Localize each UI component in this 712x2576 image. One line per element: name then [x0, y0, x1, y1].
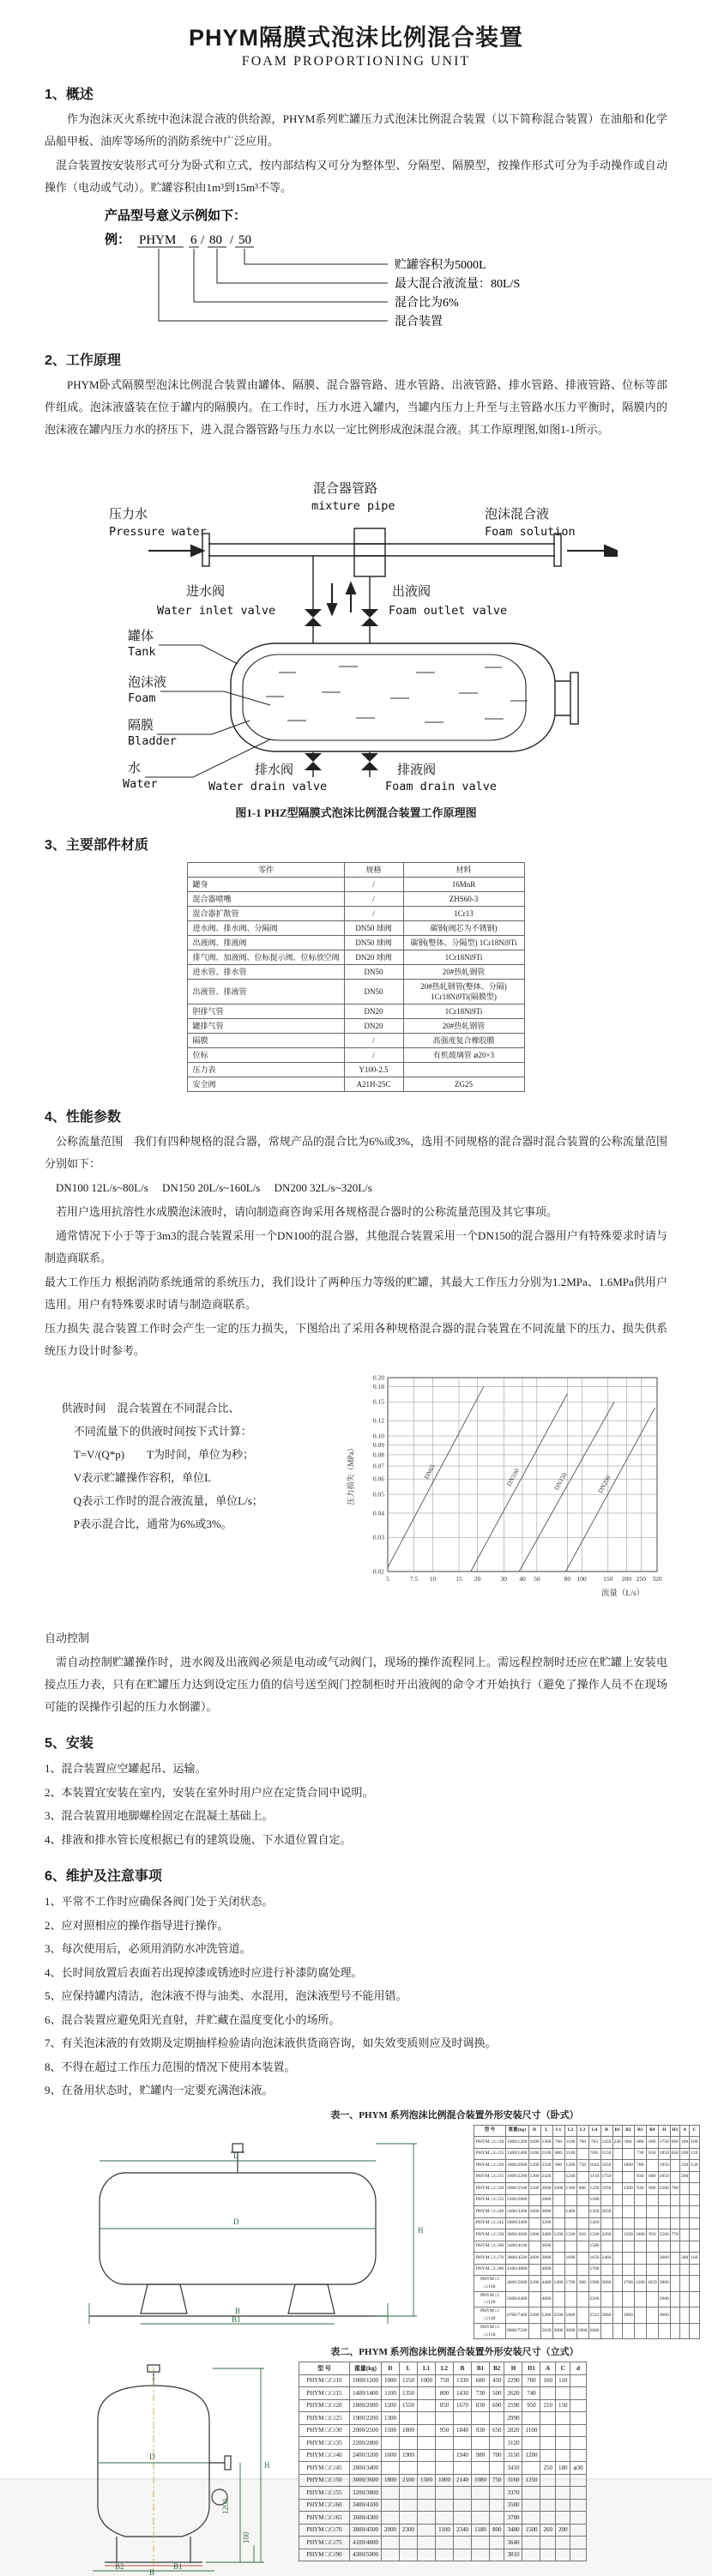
model-callout-svg: [105, 204, 619, 331]
pressure-loss-paragraph: 压力损失 混合装置工作时会产生一定的压力损失，下图给出了采用各种规格混合器的混合装置在不同流量下的压力、损失供系统压力设计时参考。: [45, 1322, 667, 1357]
table1-zone: [45, 2108, 698, 2340]
column-header: 型 号: [299, 2362, 350, 2375]
label-foam-cn: 泡沫液: [128, 676, 167, 690]
table-row: 排气阀、加液阀、位标提示阀、位标放空阀 DN20 球阀 1Cr18Ni9Ti: [188, 950, 524, 965]
page-title: PHYM隔膜式泡沫比例混合装置: [188, 25, 523, 51]
label-mixture-pipe-en: mixture pipe: [311, 499, 395, 513]
column-header: B4: [646, 2125, 658, 2137]
table-row: 进水阀、排水阀、分隔阀 DN50 球阀 碳钢(阀芯为不锈钢): [188, 921, 524, 936]
label-water-drain-en: Water drain valve: [208, 780, 328, 793]
table-row: PHYM □/□/120 5600/6400 4800 2200 2960: [474, 2291, 700, 2308]
table-row: PHYM □/□/30 2000/2500 1500 1800 950 1840 930 650 2820 1100: [299, 2424, 587, 2437]
column-header: B1: [612, 2125, 622, 2137]
column-header: 型 号: [474, 2125, 506, 2137]
chart-label: 100: [576, 1575, 587, 1583]
chart-label: 200: [621, 1575, 632, 1583]
chart-label: 0.12: [372, 1416, 384, 1425]
table-row: PHYM □/□/60 3400/4100 3600 1580: [474, 2241, 700, 2253]
table-row: 混合器喷嘴 / ZHS60-3: [188, 892, 524, 907]
chart-label: 50: [534, 1575, 540, 1583]
principle-diagram-svg: [56, 448, 656, 793]
label-pressure-water-cn: 压力水: [109, 508, 148, 522]
label-foam-outlet-en: Foam outlet valve: [389, 604, 508, 618]
label-water-drain-cn: 排水阀: [255, 763, 294, 777]
section-1-paragraph: 作为泡沫灭火系统中泡沫混合液的供给源，PHYM系列贮罐压力式泡沫比例混合装置（以下简称混合装置）在油船和化学品船甲板、油库等场所的消防系统中广泛应用。: [45, 112, 667, 148]
label-water-en: Water: [123, 777, 158, 791]
chart-label: 0.09: [372, 1440, 384, 1449]
model-code-slash: /: [201, 233, 205, 247]
column-header: B3: [634, 2125, 646, 2137]
column-header: L2: [564, 2125, 576, 2137]
supply-time-block: [45, 1367, 335, 1535]
column-header: 重量(kg): [350, 2362, 382, 2375]
table-row: PHYM □/□/20 1800/2000 1200 1550 850 1670 830 600 2590 950 210 150: [299, 2399, 587, 2412]
table-row: PHYM □/□/80 4100/4800 4000 1760: [474, 2264, 700, 2276]
column-header: A: [540, 2362, 556, 2375]
label-bladder-cn: 隔膜: [128, 719, 154, 733]
auto-control-heading: 自动控制: [45, 1632, 90, 1644]
list-item: 2、本装置宜安装在室内，安装在室外时用户应在定货合同中说明。: [45, 1785, 374, 1799]
column-header: B: [600, 2125, 612, 2137]
chart-label: 320: [652, 1575, 662, 1583]
section-4-heading: 4、性能参数: [45, 1110, 121, 1125]
mixer-selection-paragraph: 通常情况下小于等于3m3的混合装置采用一个DN100的混合器，其他混合装置采用一个DN150的混合器用户有特殊要求时请与制造商联系。: [45, 1229, 667, 1264]
column-header: 规格: [344, 863, 403, 878]
table-row: PHYM □/□/40 2400/3200 1600 3000 1400 1350 2050: [474, 2206, 700, 2218]
table-row: PHYM □/□/10 1000/1200 1000 1360 700 1100 700 763 1450 240 900 680 600 1750 600 180 100: [474, 2137, 700, 2149]
valve-symbols: [305, 609, 378, 770]
dim-label-H: H: [418, 2225, 424, 2235]
table-row: PHYM □/□/15 1400/1400 1100 1350 800 1430 730 500 2620 740: [299, 2387, 587, 2400]
chart-label: 0.07: [372, 1462, 384, 1470]
callout-device: 混合装置: [395, 316, 443, 329]
afff-note-paragraph: 若用户选用抗溶性水成膜泡沫液时，请向制造商咨询采用各规格混合器时的公称流量范围及其它事项。: [56, 1205, 558, 1218]
column-header: 材料: [403, 863, 524, 878]
table-row: PHYM □/□/150 6800/7500 5620 3000 3600 1900 2686: [474, 2323, 700, 2339]
column-header: L: [399, 2362, 417, 2375]
list-item: 8、不得在超过工作压力范围的情况下使用本装置。: [45, 2060, 296, 2073]
table-row: PHYM □/□/50 3000/3600 1800 3400 1200 1500 850 1500 2260 1500 1080 950 2560 770: [474, 2229, 700, 2241]
table-row: PHYM □/□/25 1900/2200 1300 2420 1240 1110 1750 830 680 2050 260: [474, 2171, 700, 2183]
column-header: L: [540, 2125, 552, 2137]
section-5-heading: 5、安装: [45, 1736, 94, 1751]
table-row: 罐排气管 DN20 20#热轧钢管: [188, 1019, 524, 1034]
label-water-inlet-en: Water inlet valve: [157, 604, 276, 618]
maintenance-list: [45, 1890, 667, 2102]
section-2-heading: 2、工作原理: [45, 353, 121, 368]
vertical-tank-drawing: [45, 2360, 293, 2576]
x-axis-label: 流量（L/s）: [600, 1590, 645, 1598]
label-foam-solution-cn: 泡沫混合液: [485, 508, 550, 522]
label-foam-outlet-cn: 出液阀: [392, 585, 431, 599]
table-row: PHYM □/□/35 2200/2800 3120: [299, 2437, 587, 2450]
pressure-loss-chart-svg: [341, 1367, 667, 1621]
table-row: PHYM □/□/140 6700/7400 2400 5280 2500 1800 2521 2860 1900 3060: [474, 2308, 700, 2324]
list-item: V表示贮罐操作容积，单位L: [73, 1471, 212, 1484]
table-row: PHYM □/□/45 2800/3400 3200 1420: [474, 2217, 700, 2229]
column-header: L4: [588, 2125, 600, 2137]
table-row: PHYM □/□/40 2400/3200 1600 1900 1940 980 700 3150 1200: [299, 2449, 587, 2462]
y-axis-label: 压力损失（MPa）: [347, 1444, 355, 1505]
model-code-phym: PHYM: [139, 233, 177, 247]
label-tank-en: Tank: [128, 645, 156, 659]
label-water-inlet-cn: 进水阀: [186, 585, 226, 599]
column-header: C: [690, 2125, 699, 2137]
model-code-slash: /: [230, 233, 234, 247]
pressure-loss-chart: [341, 1367, 667, 1626]
chart-label: 0.08: [372, 1451, 384, 1459]
dim-label-B1: B1: [173, 2562, 183, 2572]
callout-volume: 贮罐容积为5000L: [395, 259, 486, 272]
list-item: 9、在备用状态时，贮罐内一定要充满泡沫液。: [45, 2084, 274, 2096]
label-pressure-water-en: Pressure water: [109, 525, 207, 539]
figure-1-1: [45, 448, 667, 797]
list-item: 不同流量下的供液时间按下式计算：: [73, 1425, 252, 1438]
table-row: PHYM □/□/65 3600/4300 3780: [299, 2512, 587, 2525]
materials-table: [187, 862, 524, 1092]
list-item: 3、混合装置用地脚螺栓固定在混凝土基础上。: [45, 1809, 274, 1822]
chart-label: 0.15: [372, 1397, 384, 1406]
label-foam-en: Foam: [128, 691, 156, 705]
table-row: PHYM □/□/70 3800/4500 2000 2300 1100 2340 1180 800 3480 1500 260 200: [299, 2524, 587, 2537]
table-row: PHYM □/□/100 4800/5600 2200 4400 1400 1700 900 1980 2660 1700 1280 1050 2860: [474, 2276, 700, 2292]
chart-label: 150: [603, 1575, 613, 1583]
column-header: L1: [417, 2362, 435, 2375]
label-foam-solution-en: Foam solution: [485, 525, 576, 539]
chart-label: 30: [500, 1575, 508, 1583]
list-item: 6、混合装置应避免阳光直射，并贮藏在温度变化小的场所。: [45, 2012, 341, 2026]
column-header: C: [555, 2362, 570, 2375]
column-header: 重量(kg): [506, 2125, 529, 2137]
dim-label-B: B: [235, 2306, 241, 2315]
table1-caption: 表一、PHYM 系列泡沫比例混合装置外形安装尺寸（卧式）: [330, 2109, 579, 2121]
model-intro: 产品型号意义示例如下：: [105, 209, 247, 223]
series-label-DN150: DN150: [552, 1471, 569, 1492]
table-row: 出液管、排液管 DN50 20#热轧钢管(整体、分隔) 1Cr18Ni9Ti(隔膜型): [188, 980, 524, 1004]
table-row: 罐身 / 16MnR: [188, 878, 524, 892]
auto-control-paragraph: 需自动控制贮罐操作时，进水阀及出液阀必须是电动或气动阀门，现场的操作流程同上。需远程控制时还应在贮罐上安装电接点压力表，只有在贮罐压力达到设定压力值的信号送至阀门控制柜时开出液阀的命令才开始执行（避免了操作人员不在现场可能的误操作引起的压力水倒灌）。: [45, 1656, 667, 1713]
callout-ratio: 混合比为6%: [395, 297, 459, 310]
model-designation-diagram: [105, 204, 667, 335]
label-foam-drain-cn: 排液阀: [397, 763, 437, 777]
chart-label: 80: [564, 1575, 571, 1583]
model-code-6: 6: [190, 233, 197, 247]
dim-label-D: D: [233, 2217, 239, 2226]
table-row: PHYM □/□/15 1400/1400 1100 2100 800 1140 930 1550 730 650 1850 650 200 120: [474, 2148, 700, 2160]
table-row: PHYM □/□/75 4100/4800 3640: [299, 2537, 587, 2549]
table-row: 位标 / 有机玻璃管 ⌀20×3: [188, 1048, 524, 1063]
table-row: 胆排气管 DN20 1Cr18Ni9Ti: [188, 1004, 524, 1019]
list-item: P表示混合比，通常为6%或3%。: [73, 1517, 232, 1530]
column-header: L1: [552, 2125, 564, 2137]
column-header: B1: [471, 2362, 489, 2375]
column-header: H1: [670, 2125, 679, 2137]
chart-label: 0.18: [372, 1382, 384, 1391]
dim-label-B: B: [149, 2568, 155, 2576]
table-row: PHYM □/□/10 1000/1200 1000 1250 1000 750 1330 680 450 2290 700 160 110: [299, 2374, 587, 2387]
chart-label: 0.03: [372, 1533, 384, 1541]
dim-label-L: L: [233, 2151, 238, 2160]
flow-range-values: DN100 12L/s~80L/s DN150 20L/s~160L/s DN200 32L/s~320L/s: [56, 1181, 372, 1194]
flow-range-paragraph: 公称流量范围 我们有四种规格的混合器，常规产品的混合比为6%或3%，选用不同规格的混合器时混合装置的公称流量范围分别如下：: [45, 1135, 667, 1170]
dimension-lines: [93, 2368, 264, 2571]
column-header: L2: [435, 2362, 453, 2375]
page-subtitle: FOAM PROPORTIONING UNIT: [241, 54, 471, 69]
table-row: PHYM □/□/55 3200/3800 3370: [299, 2487, 587, 2500]
list-item: 1、平常不工作时应确保各阀门处于关闭状态。: [45, 1895, 274, 1908]
section-3-heading: 3、主要部件材质: [45, 838, 148, 853]
series-line-DN200: [565, 1408, 655, 1572]
model-code-50: 50: [238, 233, 251, 247]
label-foam-drain-en: Foam drain valve: [385, 780, 498, 793]
model-underlines: [137, 247, 388, 321]
horizontal-tank-drawing: [45, 2123, 474, 2327]
tank-outline: [231, 643, 578, 777]
list-item: 7、有关泡沫液的有效期及定期抽样检验请向泡沫液供货商咨询，如失效变质则应及时调换。: [45, 2036, 497, 2049]
label-water-cn: 水: [128, 762, 142, 775]
table2-caption: 表二、PHYM 系列泡沫比例混合装置外形安装尺寸（立式）: [330, 2347, 579, 2358]
list-item: T=V/(Q*p) T为时间，单位为秒；: [73, 1448, 255, 1461]
column-header: H: [658, 2125, 670, 2137]
dim-label-100: 100: [242, 2531, 250, 2544]
column-header: B2: [489, 2362, 504, 2375]
chart-label: 20: [474, 1575, 481, 1583]
label-mixture-pipe-cn: 混合器管路: [313, 482, 378, 496]
chart-label: 15: [456, 1575, 462, 1583]
list-item: 供液时间 混合装置在不同混合比、: [61, 1402, 240, 1415]
dims-table-horizontal: [474, 2125, 700, 2340]
chart-label: 40: [519, 1575, 526, 1583]
list-item: 4、排液和排水管长度根据已有的建筑设施、下水道位置自定。: [45, 1832, 352, 1846]
table-row: PHYM □/□/30 2000/2500 1500 2600 1000 1300 800 1220 1950 1300 930 800 2260 700: [474, 2183, 700, 2195]
column-header: D1: [522, 2362, 540, 2375]
foam-texture: [266, 667, 528, 722]
list-item: 2、应对照相应的操作指导进行操作。: [45, 1918, 229, 1932]
chart-label: 0.06: [372, 1475, 384, 1483]
model-code-80: 80: [209, 233, 222, 247]
column-header: A: [680, 2125, 690, 2137]
chart-label: 0.04: [372, 1509, 384, 1517]
chart-label: 250: [636, 1575, 646, 1583]
model-example-prefix: 例：: [105, 233, 131, 247]
table-row: PHYM □/□/70 3800/4500 2000 3800 1600 1650 2460 2660 360 160: [474, 2253, 700, 2265]
figure-1-1-caption: 图1-1 PHZ型隔膜式泡沫比例混合装置工作原理图: [235, 806, 477, 819]
table-row: 压力表 Y100-2.5: [188, 1063, 524, 1077]
list-item: 5、应保持罐内清洁，泡沫液不得与油类、水混用，泡沫液型号不能用错。: [45, 1989, 407, 2002]
column-header: B: [453, 2362, 471, 2375]
section-1-paragraph: 混合装置按安装形式可分为卧式和立式，按内部结构又可分为整体型、分隔型、隔膜型，按操作形式可分为手动操作或自动操作（电动或气动）。贮罐容积由1m³到15m³不等。: [45, 159, 667, 194]
list-item: Q表示工作时的混合液流量，单位L/s；: [73, 1494, 263, 1507]
label-tank-cn: 罐体: [128, 630, 154, 643]
table-row: 隔膜 / 高强度复合橡胶膜: [188, 1034, 524, 1048]
supply-time-and-chart: [45, 1367, 667, 1626]
column-header: B2: [622, 2125, 634, 2137]
table-row: PHYM □/□/35 2200/2800 2800 1280: [474, 2194, 700, 2206]
label-bladder-en: Bladder: [128, 734, 177, 748]
column-header: 零件: [188, 863, 344, 878]
table-row: 安全阀 A21H-25C ZG25: [188, 1077, 524, 1092]
column-header: H: [504, 2362, 522, 2375]
chart-label: 0.20: [372, 1373, 384, 1382]
list-item: 1、混合装置应空罐起吊、运输。: [45, 1762, 207, 1775]
column-header: D: [528, 2125, 540, 2137]
series-label-DN100: DN100: [504, 1467, 522, 1488]
dim-label-B2: B2: [115, 2562, 124, 2572]
series-label-DN65: DN65: [422, 1463, 437, 1481]
chart-label: 5: [386, 1575, 389, 1583]
series-line-DN65: [388, 1386, 484, 1567]
chart-label: 10: [429, 1575, 437, 1583]
max-pressure-paragraph: 最大工作压力 根据消防系统通常的系统压力，我们设计了两种压力等级的贮罐，其最大工作压力分别为1.2MPa、1.6MPa供用户选用。用户有特殊要求时请与制造商联系。: [45, 1276, 667, 1311]
chart-label: 7.5: [409, 1575, 419, 1583]
callout-flow: 最大混合液流量：80L/S: [395, 278, 521, 291]
section-6-heading: 6、维护及注意事项: [45, 1869, 162, 1884]
dim-label-1200: 1200: [221, 2499, 230, 2515]
column-header: d: [570, 2362, 586, 2375]
series-label-DN200: DN200: [596, 1474, 612, 1495]
chart-label: 0.10: [372, 1432, 384, 1440]
table-row: PHYM □/□/50 3000/3600 1800 2100 1500 1000 2140 1080 750 3160 1350: [299, 2474, 587, 2487]
chart-label: 0.05: [372, 1490, 384, 1499]
section-1-heading: 1、概述: [45, 87, 94, 102]
dim-label-D: D: [149, 2452, 155, 2462]
table-row: PHYM □/□/90 4300/5000 3810: [299, 2549, 587, 2561]
table-row: PHYM □/□/45 2800/3400 3410 250 180 ⌀30: [299, 2462, 587, 2475]
table-row: PHYM □/□/25 1900/2200 1300 2990: [299, 2412, 587, 2425]
table-row: PHYM □/□/20 1800/2000 1200 2320 900 1200 750 1042 1650 1000 780 1950 230 130: [474, 2160, 700, 2172]
table-row: 进水管、排水管 DN50 20#热轧钢管: [188, 965, 524, 980]
dim-label-H: H: [264, 2461, 270, 2470]
dimension-lines: [89, 2144, 417, 2324]
list-item: 3、每次使用后，必须用消防水冲洗管道。: [45, 1942, 251, 1955]
install-list: [45, 1757, 667, 1851]
column-header: D: [381, 2362, 399, 2375]
dim-label-B1: B1: [232, 2314, 241, 2324]
chart-label: 0.02: [372, 1567, 384, 1576]
table-row: PHYM □/□/60 3400/4100 3580: [299, 2499, 587, 2512]
table-row: 出液阀、排液阀 DN50 球阀 碳钢(整体、分隔型) 1Cr18Ni9Ti: [188, 936, 524, 950]
list-item: 4、长时间放置后表面若出现掉漆或锈迹时应进行补漆防腐处理。: [45, 1965, 363, 1979]
section-2-paragraph: PHYM卧式隔膜型泡沫比例混合装置由罐体、隔膜、混合器管路、进水管路、出液管路、排水管路、排液管路、位标等部件组成。泡沫液盛装在位于罐内的隔膜内。在工作时，压力水进入罐内，当罐内压力上升至与主管路水压力平衡时，隔膜内的泡沫液在罐内压力水的挤压下，进入混合器管路与压力水以一定比例形成泡沫混合液。其工作原理图,如图1-1所示。: [45, 378, 667, 436]
table2-zone: [45, 2344, 667, 2576]
column-header: L3: [576, 2125, 588, 2137]
table-row: 混合器扩散管 / 1Cr13: [188, 907, 524, 921]
dims-table-vertical: [299, 2362, 587, 2561]
